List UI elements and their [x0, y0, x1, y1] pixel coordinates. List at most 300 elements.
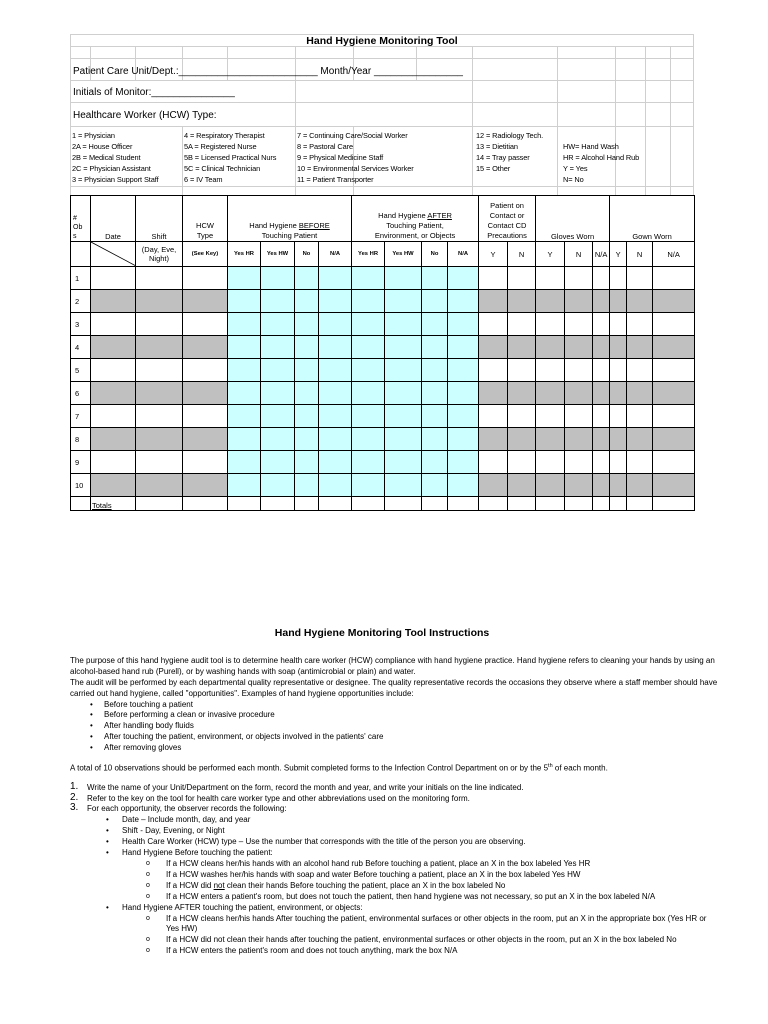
entry-cell[interactable]	[295, 451, 319, 474]
entry-cell[interactable]	[565, 382, 593, 405]
entry-cell[interactable]	[352, 474, 385, 497]
entry-cell[interactable]	[91, 428, 136, 451]
list-item: • Before performing a clean or invasive procedure	[70, 710, 720, 721]
entry-cell[interactable]	[183, 428, 228, 451]
entry-cell[interactable]	[352, 336, 385, 359]
entry-cell[interactable]	[228, 359, 261, 382]
entry-cell[interactable]	[610, 474, 627, 497]
entry-cell[interactable]	[448, 313, 479, 336]
entry-cell[interactable]	[422, 359, 448, 382]
entry-cell[interactable]	[536, 290, 565, 313]
entry-cell[interactable]	[91, 474, 136, 497]
entry-cell[interactable]	[352, 451, 385, 474]
entry-cell[interactable]	[261, 313, 295, 336]
entry-cell[interactable]	[261, 428, 295, 451]
subheader-yes-hw: Yes HW	[261, 242, 295, 267]
entry-cell[interactable]	[653, 267, 695, 290]
row-number: 5	[71, 359, 91, 382]
subheader-hcw: (See Key)	[183, 242, 228, 267]
entry-cell[interactable]	[228, 267, 261, 290]
entry-cell[interactable]	[508, 382, 536, 405]
entry-cell[interactable]	[385, 405, 422, 428]
entry-cell[interactable]	[448, 474, 479, 497]
entry-cell[interactable]	[610, 267, 627, 290]
table-row	[71, 336, 695, 359]
entry-cell[interactable]	[627, 382, 653, 405]
subheader-y: Y	[479, 242, 508, 267]
entry-cell[interactable]	[261, 451, 295, 474]
header-gown-worn: Gown Worn	[610, 196, 695, 242]
instructions-title: Hand Hygiene Monitoring Tool Instructions	[274, 627, 490, 639]
totals-blank	[71, 497, 91, 511]
entry-cell[interactable]	[479, 313, 508, 336]
step-2: 2. Refer to the key on the tool for health care worker type and other abbreviations used on the monitoring form.	[70, 791, 470, 803]
subheader-na: N/A	[653, 242, 695, 267]
entry-cell[interactable]	[448, 382, 479, 405]
entry-cell[interactable]	[565, 336, 593, 359]
entry-cell[interactable]	[610, 359, 627, 382]
table-row	[71, 428, 695, 451]
entry-cell[interactable]	[610, 405, 627, 428]
key-item: 1 = Physician	[72, 131, 115, 140]
entry-cell[interactable]	[319, 382, 352, 405]
entry-cell[interactable]	[352, 290, 385, 313]
row-number: 8	[71, 428, 91, 451]
entry-cell[interactable]	[261, 267, 295, 290]
header-gloves-worn: Gloves Worn	[536, 196, 610, 242]
entry-cell[interactable]	[422, 474, 448, 497]
total-observations-note: A total of 10 observations should be performed each month. Submit completed forms to the Infection Control Department on or by the 5th of each month.	[70, 763, 608, 773]
entry-cell[interactable]	[352, 428, 385, 451]
table-row	[71, 290, 695, 313]
entry-cell[interactable]	[352, 382, 385, 405]
entry-cell[interactable]	[136, 267, 183, 290]
subheader-yes-hr: Yes HR	[352, 242, 385, 267]
list-item: o If a HCW enters the patient's room and does not touch anything, mark the box N/A	[70, 946, 720, 957]
row-number: 1	[71, 267, 91, 290]
entry-cell[interactable]	[136, 290, 183, 313]
entry-cell[interactable]	[610, 451, 627, 474]
entry-cell[interactable]	[508, 428, 536, 451]
entry-cell[interactable]	[653, 405, 695, 428]
row-number: 4	[71, 336, 91, 359]
entry-cell[interactable]	[627, 267, 653, 290]
entry-cell[interactable]	[565, 313, 593, 336]
entry-cell[interactable]	[422, 313, 448, 336]
entry-cell[interactable]	[536, 336, 565, 359]
subheader-n: N	[565, 242, 593, 267]
entry-cell[interactable]	[653, 359, 695, 382]
entry-cell[interactable]	[536, 405, 565, 428]
entry-cell[interactable]	[448, 267, 479, 290]
entry-cell[interactable]	[593, 313, 610, 336]
entry-cell[interactable]	[610, 428, 627, 451]
key-item: 2C = Physician Assistant	[72, 164, 151, 173]
table-row	[71, 405, 695, 428]
key-item: 2A = House Officer	[72, 142, 133, 151]
entry-cell[interactable]	[653, 336, 695, 359]
entry-cell[interactable]	[319, 336, 352, 359]
list-item: • After removing gloves	[70, 743, 720, 754]
entry-cell[interactable]	[385, 359, 422, 382]
subheader-no: No	[295, 242, 319, 267]
entry-cell[interactable]	[610, 336, 627, 359]
entry-cell[interactable]	[295, 290, 319, 313]
step-3: 3. For each opportunity, the observer records the following:	[70, 802, 287, 814]
entry-cell[interactable]	[319, 428, 352, 451]
entry-cell[interactable]	[91, 267, 136, 290]
entry-cell[interactable]	[627, 290, 653, 313]
entry-cell[interactable]	[385, 428, 422, 451]
list-item: • Hand Hygiene AFTER touching the patient, environment, or objects:	[70, 903, 720, 914]
entry-cell[interactable]	[536, 428, 565, 451]
entry-cell[interactable]	[136, 313, 183, 336]
entry-cell[interactable]	[183, 290, 228, 313]
entry-cell[interactable]	[91, 405, 136, 428]
entry-cell[interactable]	[479, 359, 508, 382]
totals-label: Totals	[91, 497, 136, 511]
entry-cell[interactable]	[183, 359, 228, 382]
entry-cell[interactable]	[352, 405, 385, 428]
entry-cell[interactable]	[653, 313, 695, 336]
entry-cell[interactable]	[479, 382, 508, 405]
entry-cell[interactable]	[653, 290, 695, 313]
after-list	[70, 914, 720, 958]
subheader-n: N	[508, 242, 536, 267]
observation-rows	[71, 267, 695, 497]
entry-cell[interactable]	[319, 359, 352, 382]
key-item: 13 = Dietitian	[476, 142, 518, 151]
entry-cell[interactable]	[610, 290, 627, 313]
key-item: N= No	[563, 175, 584, 184]
key-item: 5B = Licensed Practical Nurs	[184, 153, 277, 162]
entry-cell[interactable]	[536, 267, 565, 290]
entry-cell[interactable]	[593, 474, 610, 497]
entry-cell[interactable]	[593, 451, 610, 474]
entry-cell[interactable]	[508, 474, 536, 497]
entry-cell[interactable]	[448, 405, 479, 428]
row-number: 10	[71, 474, 91, 497]
header-hh-after: Hand Hygiene AFTER Touching Patient, Environment, or Objects	[352, 196, 479, 242]
hcw-type-line: Healthcare Worker (HCW) Type:	[73, 110, 217, 121]
entry-cell[interactable]	[448, 428, 479, 451]
entry-cell[interactable]	[385, 313, 422, 336]
row-number: 6	[71, 382, 91, 405]
entry-cell[interactable]	[228, 382, 261, 405]
entry-cell[interactable]	[385, 290, 422, 313]
entry-cell[interactable]	[508, 267, 536, 290]
header-hh-before: Hand Hygiene BEFORE Touching Patient	[228, 196, 352, 242]
entry-cell[interactable]	[508, 290, 536, 313]
entry-cell[interactable]	[295, 359, 319, 382]
key-item: HR = Alcohol Hand Rub	[563, 153, 640, 162]
entry-cell[interactable]	[565, 359, 593, 382]
observation-table	[70, 195, 695, 511]
list-item: • Date – Include month, day, and year	[70, 815, 720, 826]
fields-list	[70, 815, 720, 859]
key-item: 7 = Continuing Care/Social Worker	[297, 131, 408, 140]
entry-cell[interactable]	[183, 405, 228, 428]
header-hcw-type: HCW Type	[183, 196, 228, 242]
entry-cell[interactable]	[565, 451, 593, 474]
entry-cell[interactable]	[385, 267, 422, 290]
entry-cell[interactable]	[228, 313, 261, 336]
entry-cell[interactable]	[183, 382, 228, 405]
after-head-list	[70, 903, 720, 914]
entry-cell[interactable]	[295, 336, 319, 359]
entry-cell[interactable]	[261, 474, 295, 497]
entry-cell[interactable]	[508, 359, 536, 382]
key-item: 6 = IV Team	[184, 175, 223, 184]
key-item: 15 = Other	[476, 164, 511, 173]
key-item: Y = Yes	[563, 164, 588, 173]
header-date: Date	[91, 196, 136, 242]
entry-cell[interactable]	[136, 405, 183, 428]
entry-cell[interactable]	[536, 313, 565, 336]
entry-cell[interactable]	[565, 474, 593, 497]
table-row	[71, 359, 695, 382]
entry-cell[interactable]	[261, 405, 295, 428]
entry-cell[interactable]	[610, 382, 627, 405]
entry-cell[interactable]	[508, 336, 536, 359]
entry-cell[interactable]	[422, 290, 448, 313]
entry-cell[interactable]	[136, 336, 183, 359]
list-item: o If a HCW cleans her/his hands After touching the patient, environmental surfaces or other objects in the room, put an X in the appropriate box (Yes HR or Yes HW)	[70, 914, 720, 936]
entry-cell[interactable]	[593, 290, 610, 313]
entry-cell[interactable]	[565, 267, 593, 290]
entry-cell[interactable]	[91, 382, 136, 405]
list-item: o If a HCW cleans her/his hands with an alcohol hand rub Before touching a patient, place an X in the box labeled Yes HR	[70, 859, 720, 870]
entry-cell[interactable]	[352, 267, 385, 290]
instructions	[70, 628, 720, 957]
before-list	[70, 859, 720, 903]
entry-cell[interactable]	[565, 428, 593, 451]
list-item: o If a HCW did not clean their hands Before touching the patient, place an X in the box labeled No	[70, 881, 720, 892]
entry-cell[interactable]	[479, 267, 508, 290]
entry-cell[interactable]	[536, 451, 565, 474]
unit-month-line: Patient Care Unit/Dept.:_________________________ Month/Year ________________	[73, 66, 463, 77]
entry-cell[interactable]	[183, 474, 228, 497]
entry-cell[interactable]	[479, 428, 508, 451]
entry-cell[interactable]	[228, 405, 261, 428]
entry-cell[interactable]	[261, 336, 295, 359]
table-row	[71, 313, 695, 336]
entry-cell[interactable]	[91, 451, 136, 474]
entry-cell[interactable]	[627, 313, 653, 336]
entry-cell[interactable]	[627, 359, 653, 382]
header-contact-precautions: Patient on Contact or Contact CD Precautions	[479, 196, 536, 242]
entry-cell[interactable]	[479, 405, 508, 428]
entry-cell[interactable]	[183, 267, 228, 290]
entry-cell[interactable]	[228, 428, 261, 451]
subheader-shift: (Day, Eve, Night)	[136, 242, 183, 267]
list-item: • Shift - Day, Evening, or Night	[70, 826, 720, 837]
key-item: 14 = Tray passer	[476, 153, 530, 162]
entry-cell[interactable]	[448, 451, 479, 474]
key-item: 2B = Medical Student	[72, 153, 141, 162]
entry-cell[interactable]	[448, 359, 479, 382]
entry-cell[interactable]	[536, 359, 565, 382]
entry-cell[interactable]	[352, 313, 385, 336]
entry-cell[interactable]	[627, 451, 653, 474]
subheader-no: No	[422, 242, 448, 267]
entry-cell[interactable]	[319, 405, 352, 428]
subheader-diagonal	[91, 242, 136, 267]
entry-cell[interactable]	[183, 313, 228, 336]
entry-cell[interactable]	[536, 382, 565, 405]
entry-cell[interactable]	[422, 267, 448, 290]
entry-cell[interactable]	[536, 474, 565, 497]
row-number: 3	[71, 313, 91, 336]
entry-cell[interactable]	[136, 428, 183, 451]
entry-cell[interactable]	[448, 336, 479, 359]
entry-cell[interactable]	[593, 428, 610, 451]
step-1: 1. Write the name of your Unit/Department on the form, record the month and year, and write your initials on the line indicated.	[70, 780, 524, 792]
initials-line: Initials of Monitor:_______________	[73, 87, 235, 98]
entry-cell[interactable]	[627, 428, 653, 451]
entry-cell[interactable]	[385, 474, 422, 497]
entry-cell[interactable]	[479, 451, 508, 474]
entry-cell[interactable]	[295, 267, 319, 290]
entry-cell[interactable]	[228, 290, 261, 313]
row-number: 2	[71, 290, 91, 313]
entry-cell[interactable]	[261, 290, 295, 313]
entry-cell[interactable]	[228, 474, 261, 497]
header-shift: Shift	[136, 196, 183, 242]
entry-cell[interactable]	[91, 336, 136, 359]
entry-cell[interactable]	[448, 290, 479, 313]
entry-cell[interactable]	[295, 405, 319, 428]
key-item: 3 = Physician Support Staff	[72, 175, 159, 184]
entry-cell[interactable]	[295, 428, 319, 451]
subheader-y: Y	[536, 242, 565, 267]
entry-cell[interactable]	[136, 382, 183, 405]
list-item: • Hand Hygiene Before touching the patient:	[70, 848, 720, 859]
key-item: HW= Hand Wash	[563, 142, 619, 151]
entry-cell[interactable]	[627, 336, 653, 359]
entry-cell[interactable]	[319, 290, 352, 313]
entry-cell[interactable]	[422, 451, 448, 474]
entry-cell[interactable]	[593, 267, 610, 290]
entry-cell[interactable]	[422, 405, 448, 428]
intro-paragraph: The audit will be performed by each departmental quality representative or designee. The quality representative records the occasions they observe where a staff member should have carried out hand hygiene, called "opportunities". Examples of hand hygiene opportunities include:	[70, 677, 718, 698]
table-row	[71, 382, 695, 405]
key-item: 9 = Physical Medicine Staff	[297, 153, 384, 162]
row-number: 9	[71, 451, 91, 474]
key-item: 4 = Respiratory Therapist	[184, 131, 265, 140]
entry-cell[interactable]	[565, 290, 593, 313]
subheader-n: N	[627, 242, 653, 267]
list-item: o If a HCW washes her/his hands with soap and water Before touching a patient, place an X in the box labeled Yes HW	[70, 870, 720, 881]
subheader-na: N/A	[593, 242, 610, 267]
subheader-na: N/A	[319, 242, 352, 267]
subheader-blank	[71, 242, 91, 267]
table-row	[71, 267, 695, 290]
entry-cell[interactable]	[385, 382, 422, 405]
list-item: • After handling body fluids	[70, 721, 720, 732]
entry-cell[interactable]	[479, 290, 508, 313]
key-item: 5A = Registered Nurse	[184, 142, 257, 151]
entry-cell[interactable]	[319, 267, 352, 290]
entry-cell[interactable]	[653, 451, 695, 474]
list-item: • After touching the patient, environment, or objects involved in the patients' care	[70, 732, 720, 743]
entry-cell[interactable]	[295, 474, 319, 497]
entry-cell[interactable]	[508, 313, 536, 336]
subheader-yes-hw: Yes HW	[385, 242, 422, 267]
entry-cell[interactable]	[653, 382, 695, 405]
entry-cell[interactable]	[593, 405, 610, 428]
entry-cell[interactable]	[508, 451, 536, 474]
subheader-na: N/A	[448, 242, 479, 267]
key-item: 5C = Clinical Technician	[184, 164, 261, 173]
intro-paragraph: The purpose of this hand hygiene audit tool is to determine health care worker (HCW) compliance with hand hygiene practice. Hand hygiene refers to cleaning your hands by using an alcohol-based hand rub (Purell), or by washing hands with soap (antimicrobial or plain) and water.	[70, 655, 715, 676]
key-item: 11 = Patient Transporter	[297, 175, 374, 184]
entry-cell[interactable]	[385, 336, 422, 359]
entry-cell[interactable]	[593, 336, 610, 359]
list-item: • Before touching a patient	[70, 700, 720, 711]
entry-cell[interactable]	[91, 359, 136, 382]
entry-cell[interactable]	[183, 451, 228, 474]
entry-cell[interactable]	[183, 336, 228, 359]
form-title: Hand Hygiene Monitoring Tool	[306, 35, 458, 47]
table-row	[71, 474, 695, 497]
examples-list	[70, 700, 720, 755]
entry-cell[interactable]	[422, 336, 448, 359]
entry-cell[interactable]	[385, 451, 422, 474]
entry-cell[interactable]	[261, 359, 295, 382]
entry-cell[interactable]	[228, 336, 261, 359]
entry-cell[interactable]	[295, 382, 319, 405]
entry-cell[interactable]	[627, 405, 653, 428]
list-item: o If a HCW enters a patient's room, but does not touch the patient, then hand hygiene was not necessary, so put an X in the box labeled N/A	[70, 892, 720, 903]
entry-cell[interactable]	[422, 382, 448, 405]
entry-cell[interactable]	[479, 474, 508, 497]
entry-cell[interactable]	[565, 405, 593, 428]
entry-cell[interactable]	[136, 359, 183, 382]
entry-cell[interactable]	[653, 428, 695, 451]
entry-cell[interactable]	[319, 313, 352, 336]
entry-cell[interactable]	[228, 451, 261, 474]
entry-cell[interactable]	[91, 313, 136, 336]
entry-cell[interactable]	[295, 313, 319, 336]
row-number: 7	[71, 405, 91, 428]
monitoring-form	[70, 34, 694, 510]
entry-cell[interactable]	[422, 428, 448, 451]
entry-cell[interactable]	[319, 451, 352, 474]
entry-cell[interactable]	[261, 382, 295, 405]
entry-cell[interactable]	[352, 359, 385, 382]
entry-cell[interactable]	[91, 290, 136, 313]
entry-cell[interactable]	[653, 474, 695, 497]
entry-cell[interactable]	[319, 474, 352, 497]
key-item: 10 = Environmental Services Worker	[297, 164, 414, 173]
table-row	[71, 451, 695, 474]
entry-cell[interactable]	[593, 382, 610, 405]
subheader-y: Y	[610, 242, 627, 267]
entry-cell[interactable]	[136, 474, 183, 497]
entry-cell[interactable]	[593, 359, 610, 382]
key-item: 12 = Radiology Tech.	[476, 131, 544, 140]
list-item: o If a HCW did not clean their hands after touching the patient, environmental surfaces or other objects in the room, put an X in the box labeled No	[70, 935, 720, 946]
entry-cell[interactable]	[136, 451, 183, 474]
entry-cell[interactable]	[610, 313, 627, 336]
key-item: 8 = Pastoral Care	[297, 142, 354, 151]
entry-cell[interactable]	[627, 474, 653, 497]
entry-cell[interactable]	[508, 405, 536, 428]
subheader-yes-hr: Yes HR	[228, 242, 261, 267]
header-obs: # Ob s	[71, 196, 91, 242]
entry-cell[interactable]	[479, 336, 508, 359]
